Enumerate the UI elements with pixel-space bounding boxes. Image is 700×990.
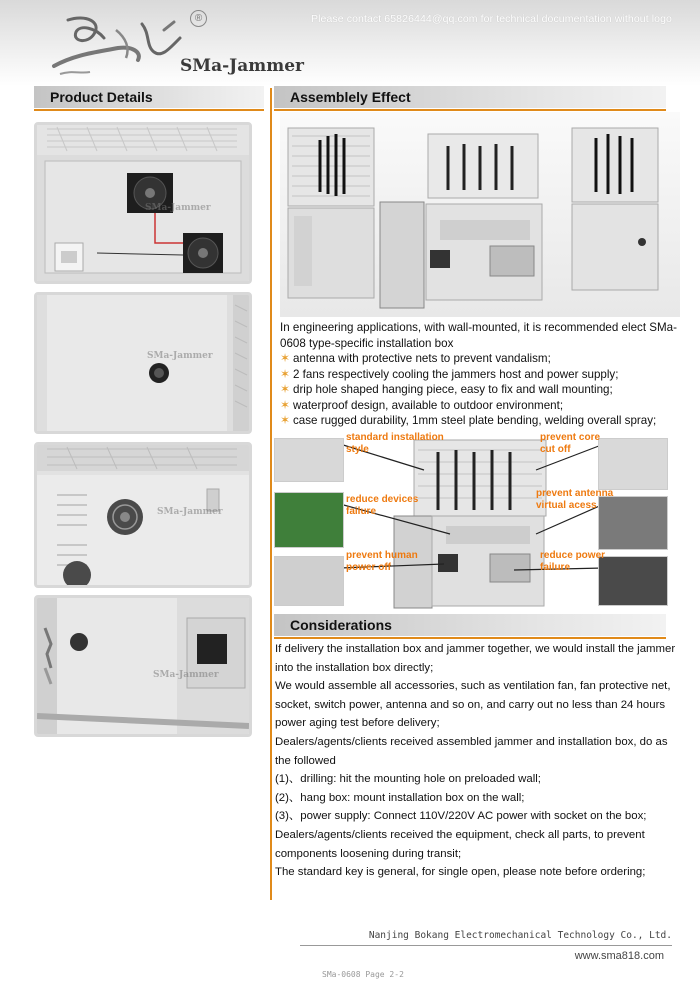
assembly-effect-title: Assemblely Effect [290, 89, 411, 105]
bullet-item: ✶ case rugged durability, 1mm steel plate bending, welding overall spray; [280, 413, 657, 427]
watermark: SMa-Jammer [145, 203, 211, 213]
brand-logo-calligraphy [46, 8, 196, 80]
considerations-body [275, 640, 677, 882]
assembly-boxes-illustration [280, 112, 680, 317]
thumb-jammer-device [274, 556, 344, 606]
bullet-item: ✶ waterproof design, available to outdoor environment; [280, 397, 564, 412]
callout-prevent-human-power-off: prevent human power off [346, 550, 418, 573]
star-bullet-icon: ✶ [280, 397, 291, 412]
box-door-illustration [37, 295, 249, 431]
thumb-power-supply [598, 556, 668, 606]
consideration-line: (2)、hang box: mount installation box on the wall; [275, 791, 525, 804]
callout-reduce-devices-failure: reduce devices failure [346, 494, 419, 517]
brand-name: SMa-Jammer [180, 56, 304, 76]
photo-box-door-lock [34, 292, 252, 434]
box-left [288, 128, 374, 298]
consideration-line: Dealers/agents/clients received assembled jammer and installation box, do as the followed [275, 735, 668, 767]
assembly-effect-heading [274, 86, 666, 108]
thumb-circuit-board [274, 492, 344, 548]
consideration-line: Dealers/agents/clients received the equipment, check all parts, to prevent components loosening during transit; [275, 828, 645, 860]
star-bullet-icon: ✶ [280, 413, 291, 427]
watermark: SMa-Jammer [147, 351, 213, 361]
photo-box-vents [34, 442, 252, 588]
considerations-title: Considerations [290, 617, 392, 633]
watermark: SMa-Jammer [157, 507, 223, 517]
thumb-standard-style [274, 438, 344, 482]
footer-page-number: SMa-0608 Page 2-2 [322, 970, 404, 979]
contact-notice: Please contact 65826444@qq.com for technical documentation without logo [311, 13, 672, 25]
bullet-item: ✶ drip hole shaped hanging piece, easy to fix and wall mounting; [280, 382, 613, 396]
bullet-item: ✶ 2 fans respectively cooling the jammers host and power supply; [280, 366, 619, 381]
intro-text: In engineering applications, with wall-mounted, it is recommended elect SMa-0608 type-specific installation box [280, 321, 677, 350]
callout-reduce-power-failure: reduce power failure [540, 550, 606, 573]
footer-website-link[interactable]: www.sma818.com [574, 950, 664, 962]
assembly-effect-image [280, 112, 680, 317]
bullet-item: ✶ antenna with protective nets to prevent vandalism; [280, 351, 551, 365]
intro-block [280, 320, 680, 429]
star-bullet-icon: ✶ [280, 382, 291, 396]
feature-diagram [274, 430, 680, 610]
consideration-line: If delivery the installation box and jammer together, we would install the jammer into the installation box directly; [275, 643, 676, 674]
consideration-line: We would assemble all accessories, such as ventilation fan, fan protective net, socket, switch power, antenna and so on, and carry out no less than 24 hours power aging test before delivery; [275, 680, 671, 730]
footer-company: Nanjing Bokang Electromechanical Technology Co., Ltd. [368, 930, 672, 941]
column-divider [270, 88, 272, 900]
watermark: SMa-Jammer [153, 670, 219, 680]
registered-mark: ® [190, 10, 207, 27]
considerations-heading [274, 614, 666, 636]
callout-standard-installation: standard installation style [346, 432, 444, 455]
consideration-line: (1)、drilling: hit the mounting hole on preloaded wall; [275, 773, 541, 786]
star-bullet-icon: ✶ [280, 351, 291, 365]
page-header [0, 0, 700, 86]
star-bullet-icon: ✶ [280, 366, 291, 381]
photo-box-keys-socket [34, 595, 252, 737]
product-details-heading [34, 86, 264, 108]
product-details-title: Product Details [50, 89, 153, 105]
box-interior-illustration [37, 125, 249, 281]
thumb-antenna-core [598, 438, 668, 490]
photo-box-interior-fans [34, 122, 252, 284]
box-right [572, 128, 658, 290]
callout-prevent-core-cut-off: prevent core cut off [540, 432, 601, 455]
consideration-line: The standard key is general, for single open, please note before ordering; [275, 866, 646, 879]
footer-divider [300, 945, 672, 946]
consideration-line: (3)、power supply: Connect 110V/220V AC power with socket on the box; [275, 810, 647, 823]
box-center [380, 134, 542, 308]
callout-prevent-antenna-virtual-access: prevent antenna virtual acess [536, 488, 614, 511]
box-keys-illustration [37, 598, 249, 734]
